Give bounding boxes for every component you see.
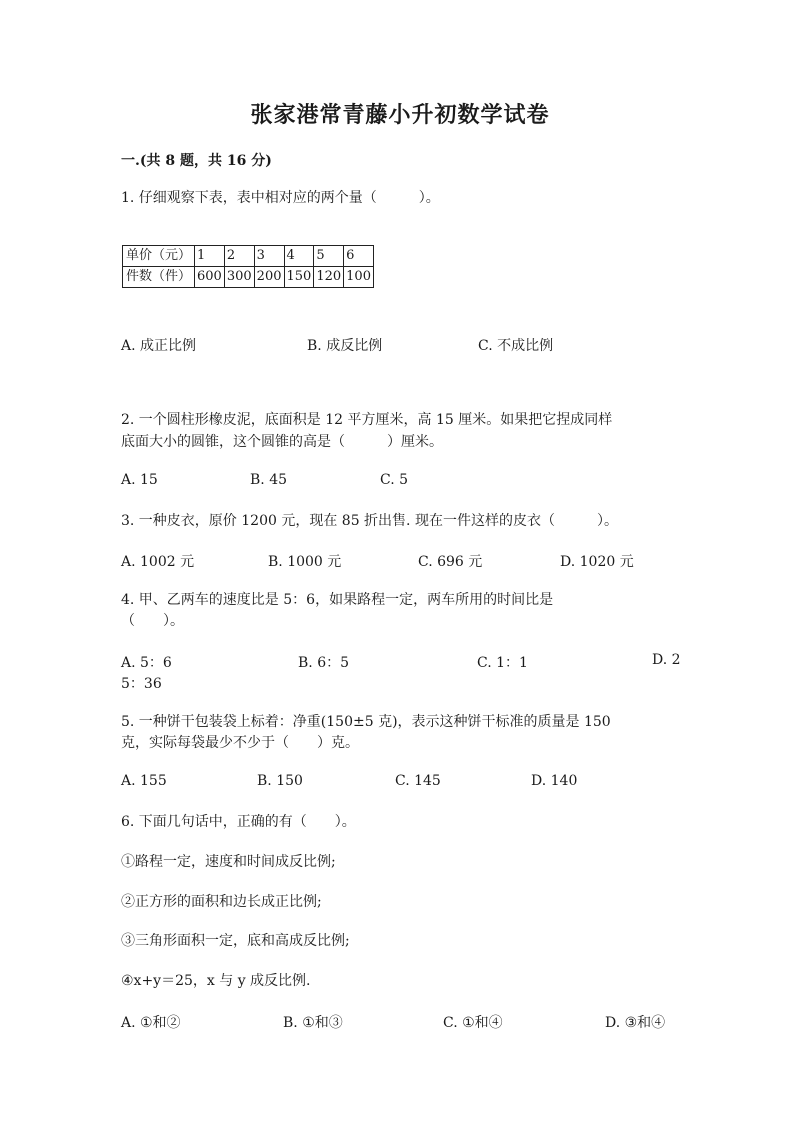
table-cell: 6 bbox=[344, 246, 374, 267]
question-4-option-d-continued: 5：36 bbox=[121, 676, 162, 692]
question-1-option-a: A. 成正比例 bbox=[121, 338, 197, 354]
question-2-line-2: 底面大小的圆锥，这个圆锥的高是（ ）厘米。 bbox=[121, 434, 443, 450]
question-5-line-1: 5. 一种饼干包装袋上标着：净重(150±5 克)，表示这种饼干标准的质量是 150 bbox=[121, 714, 611, 730]
question-4-option-a: A. 5：6 bbox=[121, 655, 172, 671]
question-4-line-1: 4. 甲、乙两车的速度比是 5：6，如果路程一定，两车所用的时间比是 bbox=[121, 592, 554, 608]
table-cell: 5 bbox=[314, 246, 344, 267]
question-2-line-1: 2. 一个圆柱形橡皮泥，底面积是 12 平方厘米，高 15 厘米。如果把它捏成同样 bbox=[121, 412, 613, 428]
question-6-statement-3: ③三角形面积一定，底和高成反比例; bbox=[121, 933, 350, 949]
table-cell: 150 bbox=[284, 267, 314, 288]
question-6-statement-2: ②正方形的面积和边长成正比例; bbox=[121, 894, 322, 910]
question-6-stem: 6. 下面几句话中，正确的有（ ）。 bbox=[121, 814, 356, 830]
table-cell: 200 bbox=[254, 267, 284, 288]
table-row bbox=[123, 246, 374, 267]
table-row-header: 件数（件） bbox=[123, 267, 195, 288]
question-3-option-a: A. 1002 元 bbox=[121, 554, 195, 570]
unit-price-table bbox=[122, 245, 374, 288]
question-1-stem: 1. 仔细观察下表，表中相对应的两个量（ ）。 bbox=[121, 190, 440, 206]
question-2-option-a: A. 15 bbox=[121, 472, 158, 488]
question-1-option-c: C. 不成比例 bbox=[478, 338, 554, 354]
table-cell: 120 bbox=[314, 267, 344, 288]
section-heading: 一.(共 8 题，共 16 分) bbox=[121, 153, 272, 169]
question-6-option-b: B. ①和③ bbox=[283, 1015, 343, 1031]
question-4-option-b: B. 6：5 bbox=[298, 655, 350, 671]
question-2-option-c: C. 5 bbox=[380, 472, 409, 488]
question-6-option-d: D. ③和④ bbox=[605, 1015, 666, 1031]
question-4-option-d: D. 2 bbox=[652, 652, 681, 668]
question-3-option-c: C. 696 元 bbox=[418, 554, 483, 570]
table-cell: 4 bbox=[284, 246, 314, 267]
question-3-option-b: B. 1000 元 bbox=[268, 554, 342, 570]
table-cell: 100 bbox=[344, 267, 374, 288]
question-6-statement-4: ④x+y＝25，x 与 y 成反比例. bbox=[121, 973, 311, 989]
table-cell: 3 bbox=[254, 246, 284, 267]
question-2-option-b: B. 45 bbox=[250, 472, 288, 488]
question-5-option-b: B. 150 bbox=[257, 773, 303, 789]
question-1-option-b: B. 成反比例 bbox=[307, 338, 383, 354]
question-6-option-c: C. ①和④ bbox=[443, 1015, 503, 1031]
question-4-line-2: （ ）。 bbox=[121, 613, 184, 629]
table-cell: 2 bbox=[224, 246, 254, 267]
table-cell: 600 bbox=[195, 267, 225, 288]
question-3-stem: 3. 一种皮衣，原价 1200 元，现在 85 折出售. 现在一件这样的皮衣（ ）。 bbox=[121, 513, 618, 529]
question-6-statement-1: ①路程一定，速度和时间成反比例; bbox=[121, 854, 336, 870]
table-cell: 1 bbox=[195, 246, 225, 267]
question-5-line-2: 克，实际每袋最少不少于（ ）克。 bbox=[121, 735, 359, 751]
question-3-option-d: D. 1020 元 bbox=[560, 554, 634, 570]
question-5-option-a: A. 155 bbox=[121, 773, 167, 789]
question-5-option-d: D. 140 bbox=[531, 773, 578, 789]
exam-title: 张家港常青藤小升初数学试卷 bbox=[250, 102, 550, 128]
question-4-option-c: C. 1：1 bbox=[477, 655, 528, 671]
table-row bbox=[123, 267, 374, 288]
table-row-header: 单价（元） bbox=[123, 246, 195, 267]
table-cell: 300 bbox=[224, 267, 254, 288]
question-5-option-c: C. 145 bbox=[395, 773, 441, 789]
question-6-option-a: A. ①和② bbox=[121, 1015, 181, 1031]
